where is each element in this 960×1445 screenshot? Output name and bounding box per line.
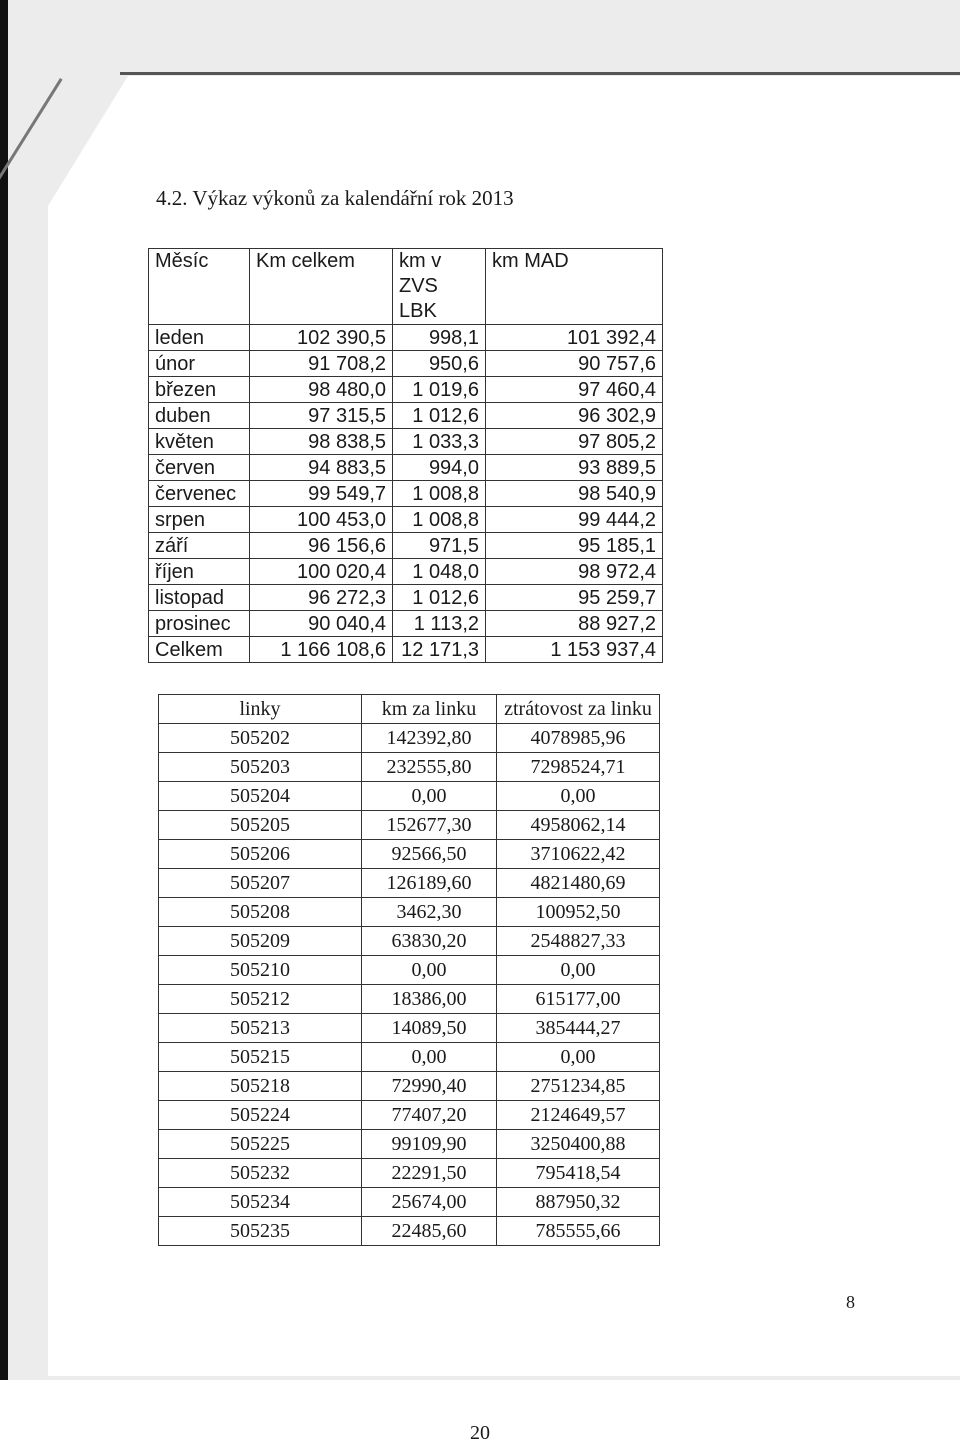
cell-km-celkem: 96 272,3: [250, 585, 393, 611]
cell-km-mad: 88 927,2: [486, 611, 663, 637]
vykaz-row: [149, 429, 663, 455]
cell-ztratovost: 385444,27: [497, 1014, 660, 1043]
cell-km-za-linku: 152677,30: [362, 811, 497, 840]
linky-row: [159, 898, 660, 927]
cell-linka: 505204: [159, 782, 362, 811]
cell-km-mad: 95 185,1: [486, 533, 663, 559]
cell-ztratovost: 3250400,88: [497, 1130, 660, 1159]
cell-ztratovost: 7298524,71: [497, 753, 660, 782]
linky-table: [158, 694, 660, 1246]
cell-km-zvs-lbk: 950,6: [393, 351, 486, 377]
linky-row: [159, 927, 660, 956]
cell-ztratovost: 0,00: [497, 1043, 660, 1072]
cell-linka: 505225: [159, 1130, 362, 1159]
linky-row: [159, 985, 660, 1014]
cell-month: leden: [149, 325, 250, 351]
cell-linka: 505213: [159, 1014, 362, 1043]
cell-linka: 505208: [159, 898, 362, 927]
cell-km-mad: 101 392,4: [486, 325, 663, 351]
linky-row: [159, 956, 660, 985]
vykaz-row: [149, 533, 663, 559]
header-km-mad: km MAD: [486, 249, 663, 325]
vykaz-row: [149, 325, 663, 351]
linky-row: [159, 1043, 660, 1072]
cell-km-mad: 97 460,4: [486, 377, 663, 403]
cell-km-zvs-lbk: 1 033,3: [393, 429, 486, 455]
header-linky: linky: [159, 695, 362, 724]
cell-km-za-linku: 72990,40: [362, 1072, 497, 1101]
cell-km-mad: 90 757,6: [486, 351, 663, 377]
cell-km-zvs-lbk: 1 019,6: [393, 377, 486, 403]
linky-row: [159, 724, 660, 753]
cell-km-zvs-lbk: 998,1: [393, 325, 486, 351]
vykaz-row: [149, 559, 663, 585]
cell-km-za-linku: 14089,50: [362, 1014, 497, 1043]
cell-month: listopad: [149, 585, 250, 611]
cell-km-celkem: 98 480,0: [250, 377, 393, 403]
cell-month: duben: [149, 403, 250, 429]
cell-month: červenec: [149, 481, 250, 507]
linky-row: [159, 1188, 660, 1217]
cell-ztratovost: 795418,54: [497, 1159, 660, 1188]
header-km-za-linku: km za linku: [362, 695, 497, 724]
vykaz-row: [149, 455, 663, 481]
cell-linka: 505215: [159, 1043, 362, 1072]
cell-km-mad: 99 444,2: [486, 507, 663, 533]
cell-month: září: [149, 533, 250, 559]
vykaz-table: [148, 248, 663, 663]
cell-km-zvs-lbk: 971,5: [393, 533, 486, 559]
cell-ztratovost: 2751234,85: [497, 1072, 660, 1101]
cell-km-zvs-lbk: 1 008,8: [393, 507, 486, 533]
cell-ztratovost: 4078985,96: [497, 724, 660, 753]
cell-km-celkem: 99 549,7: [250, 481, 393, 507]
cell-km-celkem: 102 390,5: [250, 325, 393, 351]
cell-linka: 505232: [159, 1159, 362, 1188]
cell-month: Celkem: [149, 637, 250, 663]
cell-linka: 505202: [159, 724, 362, 753]
linky-row: [159, 1101, 660, 1130]
vykaz-row: [149, 351, 663, 377]
cell-linka: 505205: [159, 811, 362, 840]
cell-km-za-linku: 142392,80: [362, 724, 497, 753]
vykaz-row: [149, 481, 663, 507]
cell-km-zvs-lbk: 1 008,8: [393, 481, 486, 507]
cell-km-za-linku: 63830,20: [362, 927, 497, 956]
cell-ztratovost: 615177,00: [497, 985, 660, 1014]
cell-ztratovost: 4821480,69: [497, 869, 660, 898]
linky-header-row: [159, 695, 660, 724]
vykaz-row: [149, 377, 663, 403]
vykaz-header-row: [149, 249, 663, 325]
cell-km-celkem: 1 166 108,6: [250, 637, 393, 663]
cell-ztratovost: 4958062,14: [497, 811, 660, 840]
header-km-zvs-lbk: km v ZVS LBK: [393, 249, 486, 325]
linky-row: [159, 811, 660, 840]
cell-linka: 505234: [159, 1188, 362, 1217]
cell-km-celkem: 94 883,5: [250, 455, 393, 481]
cell-km-za-linku: 18386,00: [362, 985, 497, 1014]
cell-km-za-linku: 25674,00: [362, 1188, 497, 1217]
header-mesic: Měsíc: [149, 249, 250, 325]
cell-month: srpen: [149, 507, 250, 533]
cell-km-zvs-lbk: 994,0: [393, 455, 486, 481]
cell-km-mad: 1 153 937,4: [486, 637, 663, 663]
cell-linka: 505207: [159, 869, 362, 898]
sheet-top-edge: [120, 72, 960, 75]
cell-ztratovost: 100952,50: [497, 898, 660, 927]
linky-row: [159, 869, 660, 898]
cell-ztratovost: 2548827,33: [497, 927, 660, 956]
cell-ztratovost: 0,00: [497, 782, 660, 811]
cell-km-za-linku: 0,00: [362, 1043, 497, 1072]
section-heading: 4.2. Výkaz výkonů za kalendářní rok 2013: [156, 186, 514, 210]
cell-km-zvs-lbk: 1 012,6: [393, 585, 486, 611]
vykaz-body: [149, 325, 663, 663]
linky-row: [159, 753, 660, 782]
cell-km-celkem: 100 020,4: [250, 559, 393, 585]
cell-month: říjen: [149, 559, 250, 585]
linky-row: [159, 1159, 660, 1188]
cell-month: červen: [149, 455, 250, 481]
linky-row: [159, 1014, 660, 1043]
cell-km-za-linku: 22291,50: [362, 1159, 497, 1188]
cell-km-za-linku: 92566,50: [362, 840, 497, 869]
cell-km-za-linku: 77407,20: [362, 1101, 497, 1130]
vykaz-row: [149, 507, 663, 533]
vykaz-row: [149, 611, 663, 637]
cell-km-celkem: 90 040,4: [250, 611, 393, 637]
vykaz-row: [149, 585, 663, 611]
linky-row: [159, 1217, 660, 1246]
vykaz-row: [149, 403, 663, 429]
cell-km-celkem: 100 453,0: [250, 507, 393, 533]
scan-left-edge: [0, 0, 8, 1380]
cell-km-zvs-lbk: 12 171,3: [393, 637, 486, 663]
cell-month: květen: [149, 429, 250, 455]
linky-row: [159, 1130, 660, 1159]
cell-km-za-linku: 99109,90: [362, 1130, 497, 1159]
linky-row: [159, 1072, 660, 1101]
cell-km-mad: 93 889,5: [486, 455, 663, 481]
cell-linka: 505206: [159, 840, 362, 869]
cell-linka: 505209: [159, 927, 362, 956]
cell-km-celkem: 97 315,5: [250, 403, 393, 429]
cell-km-zvs-lbk: 1 113,2: [393, 611, 486, 637]
cell-km-mad: 98 540,9: [486, 481, 663, 507]
vykaz-row: [149, 637, 663, 663]
cell-km-za-linku: 22485,60: [362, 1217, 497, 1246]
cell-ztratovost: 2124649,57: [497, 1101, 660, 1130]
cell-km-mad: 97 805,2: [486, 429, 663, 455]
cell-ztratovost: 785555,66: [497, 1217, 660, 1246]
linky-row: [159, 782, 660, 811]
cell-linka: 505203: [159, 753, 362, 782]
cell-km-celkem: 91 708,2: [250, 351, 393, 377]
linky-row: [159, 840, 660, 869]
scan-page-number: 8: [846, 1292, 855, 1312]
cell-linka: 505235: [159, 1217, 362, 1246]
cell-linka: 505210: [159, 956, 362, 985]
cell-km-zvs-lbk: 1 048,0: [393, 559, 486, 585]
cell-ztratovost: 0,00: [497, 956, 660, 985]
cell-km-za-linku: 0,00: [362, 782, 497, 811]
header-ztratovost: ztrátovost za linku: [497, 695, 660, 724]
cell-km-celkem: 96 156,6: [250, 533, 393, 559]
cell-km-za-linku: 232555,80: [362, 753, 497, 782]
cell-km-zvs-lbk: 1 012,6: [393, 403, 486, 429]
cell-km-za-linku: 3462,30: [362, 898, 497, 927]
cell-linka: 505212: [159, 985, 362, 1014]
cell-month: březen: [149, 377, 250, 403]
cell-month: únor: [149, 351, 250, 377]
cell-km-za-linku: 126189,60: [362, 869, 497, 898]
cell-linka: 505218: [159, 1072, 362, 1101]
cell-ztratovost: 3710622,42: [497, 840, 660, 869]
cell-km-mad: 95 259,7: [486, 585, 663, 611]
cell-linka: 505224: [159, 1101, 362, 1130]
header-km-celkem: Km celkem: [250, 249, 393, 325]
cell-km-mad: 96 302,9: [486, 403, 663, 429]
cell-km-celkem: 98 838,5: [250, 429, 393, 455]
cell-km-za-linku: 0,00: [362, 956, 497, 985]
cell-ztratovost: 887950,32: [497, 1188, 660, 1217]
page-number: 20: [470, 1422, 490, 1444]
cell-km-mad: 98 972,4: [486, 559, 663, 585]
linky-body: [159, 724, 660, 1246]
cell-month: prosinec: [149, 611, 250, 637]
